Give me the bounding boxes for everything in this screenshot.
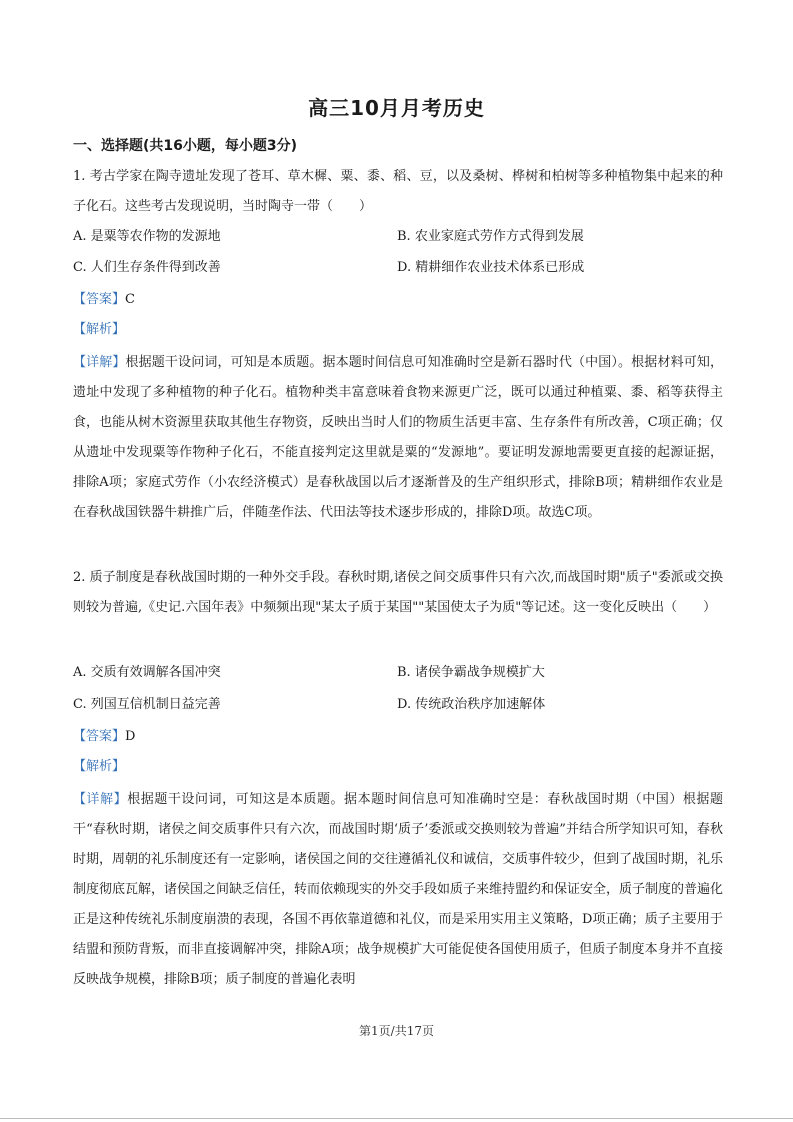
q1-option-a: A. 是粟等农作物的发源地 bbox=[73, 229, 221, 244]
q2-option-c: C. 列国互信机制日益完善 bbox=[73, 697, 221, 712]
q1-answer-line bbox=[73, 285, 135, 315]
page-divider bbox=[0, 1118, 793, 1119]
q2-answer-line bbox=[73, 722, 135, 752]
q1-detail bbox=[73, 348, 723, 528]
q2-option-d: D. 传统政治秩序加速解体 bbox=[397, 697, 546, 712]
q1-detail-tag: 【详解】 bbox=[73, 355, 126, 370]
q1-answer-tag: 【答案】 bbox=[73, 292, 126, 307]
q1-option-b: B. 农业家庭式劳作方式得到发展 bbox=[397, 229, 584, 244]
exam-title: 高三10月月考历史 bbox=[308, 96, 485, 120]
q1-analysis-tag: 【解析】 bbox=[73, 322, 126, 337]
question-1-stem: 1. 考古学家在陶寺遗址发现了苍耳、草木樨、粟、黍、稻、豆，以及桑树、桦树和柏树等多种植物集中起来的种子化石。这些考古发现说明，当时陶寺一带（ ） bbox=[73, 169, 723, 214]
section-heading: 一、选择题(共16小题，每小题3分) bbox=[73, 138, 298, 154]
page-footer: 第1页/共17页 bbox=[359, 1024, 434, 1038]
q1-option-d: D. 精耕细作农业技术体系已形成 bbox=[397, 260, 585, 275]
q2-analysis-tag: 【解析】 bbox=[73, 759, 126, 774]
q2-detail-text: 根据题干设问词，可知这是本质题。据本题时间信息可知准确时空是：春秋战国时期（中国）根据题干“春秋时期，诸侯之间交质事件只有六次，而战国时期‘质子’委派或交换则较为普遍”并结合所学知识可知，春秋时期，周朝的礼乐制度还有一定影响，诸侯国之间的交往遵循礼仪和诚信，交质事件较少，但到了战国时期，礼乐制度彻底瓦解，诸侯国之间缺乏信任，转而依赖现实的外交手段如质子来维持盟约和保证安全，质子制度的普遍化正是这种传统礼乐制度崩溃的表现，各国不再依靠道德和礼仪，而是采用实用主义策略，D项正确；质子主要用于结盟和预防背叛，而非直接调解冲突，排除A项；战争规模扩大可能促使各国使用质子，但质子制度本身并不直接反映战争规模，排除B项；质子制度的普遍化表明 bbox=[73, 792, 724, 987]
q2-analysis-line bbox=[73, 752, 125, 782]
q2-option-b: B. 诸侯争霸战争规模扩大 bbox=[397, 665, 545, 680]
q1-answer-value: C bbox=[125, 292, 135, 307]
q1-detail-text: 根据题干设问词，可知是本质题。据本题时间信息可知准确时空是新石器时代（中国）。根据材料可知，遗址中发现了多种植物的种子化石。植物种类丰富意味着食物来源更广泛，既可以通过种植粟、黍、稻等获得主食，也能从树木资源里获取其他生存物资，反映出当时人们的物质生活更丰富、生存条件有所改善，C项正确；仅从遗址中发现粟等作物种子化石，不能直接判定这里就是粟的“发源地”。要证明发源地需要更直接的起源证据，排除A项；家庭式劳作（小农经济模式）是春秋战国以后才逐渐普及的生产组织形式，排除B项；精耕细作农业是在春秋战国铁器牛耕推广后，伴随垄作法、代田法等技术逐步形成的，排除D项。故选C项。 bbox=[73, 355, 723, 520]
q1-analysis-line bbox=[73, 315, 125, 345]
q2-detail-tag: 【详解】 bbox=[73, 792, 128, 807]
q1-option-c: C. 人们生存条件得到改善 bbox=[73, 260, 221, 275]
question-2-stem: 2. 质子制度是春秋战国时期的一种外交手段。春秋时期,诸侯之间交质事件只有六次,而战国时期"质子"委派或交换则较为普遍,《史记.六国年表》中频频出现"某太子质于某国""某国使太子为质"等记述。这一变化反映出（ ） bbox=[73, 570, 723, 615]
q2-detail bbox=[73, 785, 723, 995]
q2-answer-value: D bbox=[125, 729, 136, 744]
q2-option-a: A. 交质有效调解各国冲突 bbox=[73, 665, 221, 680]
q2-answer-tag: 【答案】 bbox=[73, 729, 126, 744]
